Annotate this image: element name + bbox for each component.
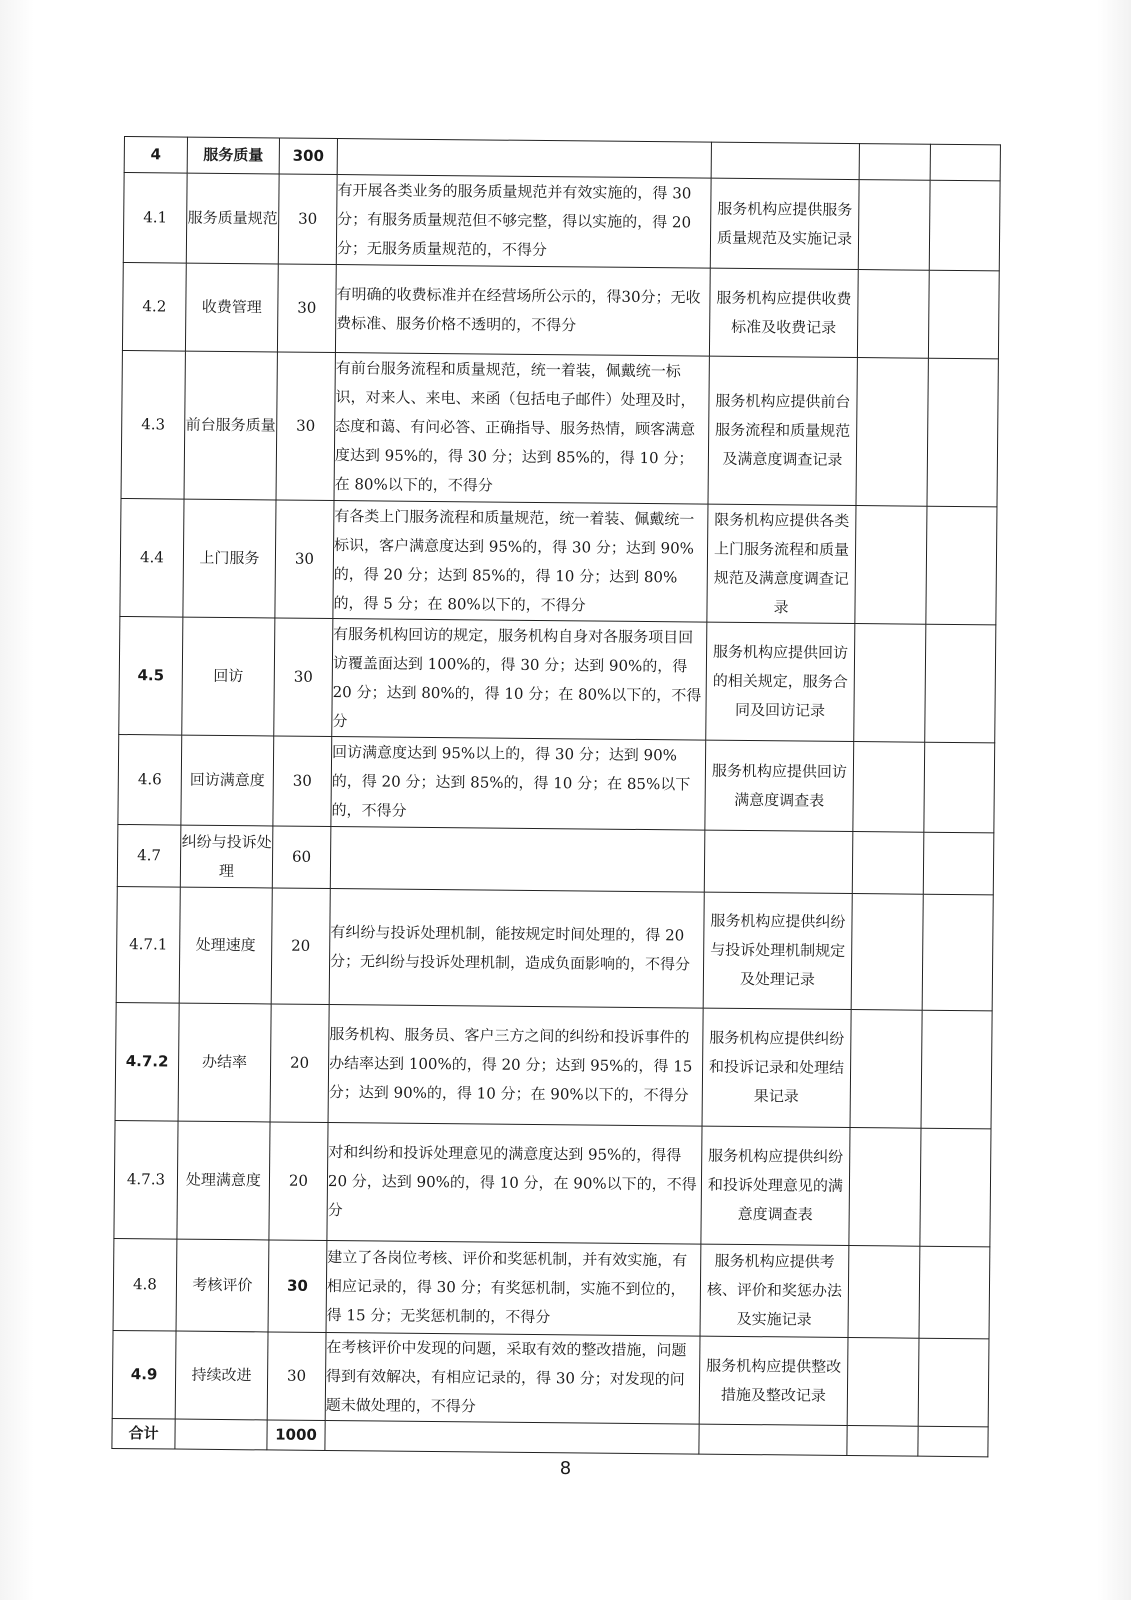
required-evidence: 服务机构应提供纠纷和投诉记录和处理结果记录 — [702, 1008, 851, 1127]
item-number: 4.3 — [121, 350, 185, 499]
item-number: 4.7.1 — [116, 886, 180, 1003]
table-row — [118, 734, 995, 832]
scoring-criteria: 回访满意度达到 95%以上的，得 30 分；达到 90%的，得 20 分；达到 85%的，得 10 分；在 85%以下的，不得分 — [331, 737, 706, 831]
blank-cell — [847, 1426, 918, 1457]
blank-cell — [852, 832, 924, 895]
item-number: 4.7.3 — [114, 1120, 178, 1239]
table-row — [112, 1330, 989, 1426]
required-evidence: 服务机构应提供纠纷与投诉处理机制规定及处理记录 — [703, 892, 852, 1009]
required-evidence: 服务机构应提供服务质量规范及实施记录 — [710, 178, 859, 269]
item-name — [175, 1419, 267, 1450]
page-number: 8 — [559, 1458, 572, 1479]
item-number: 4.5 — [119, 616, 183, 735]
item-score: 20 — [270, 1004, 329, 1123]
item-number: 4.9 — [112, 1330, 176, 1419]
table-row — [121, 350, 998, 506]
item-number: 4.8 — [113, 1238, 177, 1331]
item-name: 前台服务质量 — [184, 351, 277, 500]
item-name: 处理满意度 — [177, 1121, 270, 1240]
blank-cell — [918, 1338, 989, 1427]
scoring-criteria — [330, 827, 705, 893]
item-name: 收费管理 — [185, 263, 278, 352]
table-row — [123, 173, 1000, 271]
scoring-criteria — [325, 1420, 699, 1454]
scoring-criteria: 有服务机构回访的规定，服务机构自身对各服务项目回访覆盖面达到 100%的，得 30 分；达到 90%的，得 20 分；达到 80%的，得 10 分；在 80%以下的，不得分 — [332, 619, 707, 741]
required-evidence — [711, 142, 859, 179]
item-score: 20 — [271, 888, 330, 1005]
item-number: 4.7.2 — [115, 1002, 179, 1121]
scoring-criteria: 对和纠纷和投诉处理意见的满意度达到 95%的，得得 20 分，达到 90%的，得 10 分，在 90%以下的，不得分 — [327, 1123, 702, 1245]
item-score: 60 — [272, 826, 331, 889]
item-score: 30 — [267, 1332, 326, 1421]
required-evidence — [699, 1424, 847, 1455]
scoring-criteria: 有各类上门服务流程和质量规范，统一着装、佩戴统一标识，客户满意度达到 95%的，得 30 分；达到 90%的，得 20 分；达到 85%的，得 10 分；达到 80%的，得 5 分；在 80%以下的，不得分 — [333, 501, 708, 623]
item-number: 4.4 — [120, 498, 184, 617]
scoring-criteria: 有前台服务流程和质量规范，统一着装，佩戴统一标识，对来人、来电、来函（包括电子邮件）处理及时，态度和蔼、有问必答、正确指导、服务热情，顾客满意度达到 95%的，得 30 分；达到 85%的，得 10 分；在 80%以下的，不得分 — [334, 353, 709, 505]
table-row — [119, 616, 996, 742]
item-score: 30 — [273, 736, 332, 827]
blank-cell — [926, 506, 997, 625]
blank-cell — [848, 1246, 920, 1339]
required-evidence — [704, 830, 853, 893]
blank-cell — [853, 742, 925, 833]
scoring-criteria: 有开展各类业务的服务质量规范并有效实施的，得 30 分；有服务质量规范但不够完整，得以实施的，得 20 分；无服务质量规范的，不得分 — [336, 175, 711, 269]
item-name: 持续改进 — [175, 1331, 268, 1420]
required-evidence: 服务机构应提供收费标准及收费记录 — [709, 268, 858, 357]
blank-cell — [851, 894, 923, 1011]
item-score: 30 — [274, 618, 333, 737]
blank-cell — [922, 894, 993, 1011]
blank-cell — [850, 1010, 922, 1129]
item-name: 服务质量 — [187, 137, 279, 174]
blank-cell — [858, 180, 930, 271]
table-body — [112, 137, 1001, 1457]
item-number: 4 — [124, 137, 187, 174]
required-evidence: 服务机构应提供整改措施及整改记录 — [699, 1336, 848, 1425]
blank-cell — [856, 358, 928, 507]
blank-cell — [925, 624, 996, 743]
blank-cell — [849, 1128, 921, 1247]
blank-cell — [857, 270, 929, 359]
item-name: 回访 — [182, 617, 275, 736]
blank-cell — [927, 358, 998, 507]
table-row — [117, 824, 994, 894]
item-name: 办结率 — [178, 1003, 271, 1122]
blank-cell — [921, 1010, 992, 1129]
table-row — [122, 262, 999, 358]
blank-cell — [928, 270, 999, 359]
blank-cell — [920, 1128, 991, 1247]
blank-cell — [918, 1426, 988, 1457]
item-score: 30 — [268, 1240, 327, 1333]
item-name: 服务质量规范 — [186, 173, 279, 264]
item-number: 4.2 — [122, 262, 186, 351]
required-evidence: 限务机构应提供各类上门服务流程和质量规范及满意度调查记录 — [707, 504, 856, 623]
item-score: 30 — [277, 264, 336, 353]
blank-cell — [923, 832, 994, 895]
item-score: 30 — [276, 352, 335, 501]
blank-cell — [929, 180, 1000, 271]
table-row — [115, 1002, 992, 1128]
required-evidence: 服务机构应提供回访满意度调查表 — [705, 740, 854, 831]
blank-cell — [847, 1338, 919, 1427]
required-evidence: 服务机构应提供考核、评价和奖惩办法及实施记录 — [700, 1244, 849, 1337]
item-number: 4.6 — [118, 734, 182, 825]
blank-cell — [855, 506, 927, 625]
blank-cell — [859, 144, 930, 181]
blank-cell — [930, 144, 1000, 181]
item-score: 1000 — [267, 1420, 325, 1451]
table-row — [120, 498, 997, 624]
item-score: 300 — [279, 138, 337, 175]
scoring-criteria: 服务机构、服务员、客户三方之间的纠纷和投诉事件的办结率达到 100%的，得 20 分；达到 95%的，得 15 分；达到 90%的，得 10 分；在 90%以下的，不得分 — [328, 1005, 703, 1127]
table-row — [114, 1120, 991, 1246]
item-name: 处理速度 — [179, 887, 272, 1004]
required-evidence: 服务机构应提供回访的相关规定，服务合同及回访记录 — [706, 622, 855, 741]
item-score: 20 — [269, 1122, 328, 1241]
table-row — [116, 886, 993, 1010]
item-name: 考核评价 — [176, 1239, 269, 1332]
item-number: 4.7 — [117, 824, 181, 887]
item-name: 回访满意度 — [181, 735, 274, 826]
item-score: 30 — [278, 174, 337, 265]
item-name: 上门服务 — [183, 499, 276, 618]
item-number: 合计 — [112, 1418, 175, 1449]
table-row — [113, 1238, 990, 1338]
scoring-criteria: 有明确的收费标准并在经营场所公示的，得30分；无收费标准、服务价格不透明的，不得分 — [335, 265, 710, 357]
required-evidence: 服务机构应提供前台服务流程和质量规范及满意度调查记录 — [708, 356, 857, 505]
item-name: 纠纷与投诉处理 — [180, 825, 273, 888]
blank-cell — [919, 1246, 990, 1339]
item-number: 4.1 — [123, 173, 187, 264]
scoring-table — [111, 136, 1001, 1457]
scoring-criteria: 建立了各岗位考核、评价和奖惩机制，并有效实施，有相应记录的，得 30 分；有奖惩机制，实施不到位的，得 15 分；无奖惩机制的，不得分 — [326, 1240, 701, 1336]
scoring-criteria — [337, 139, 711, 179]
scoring-criteria: 有纠纷与投诉处理机制，能按规定时间处理的，得 20 分；无纠纷与投诉处理机制，造成负面影响的，不得分 — [329, 889, 704, 1009]
item-score: 30 — [275, 500, 334, 619]
blank-cell — [854, 624, 926, 743]
required-evidence: 服务机构应提供纠纷和投诉处理意见的满意度调查表 — [701, 1126, 850, 1245]
scoring-criteria: 在考核评价中发现的问题，采取有效的整改措施，问题得到有效解决，有相应记录的，得 30 分；对发现的问题未做处理的，不得分 — [325, 1332, 700, 1424]
blank-cell — [924, 742, 995, 833]
